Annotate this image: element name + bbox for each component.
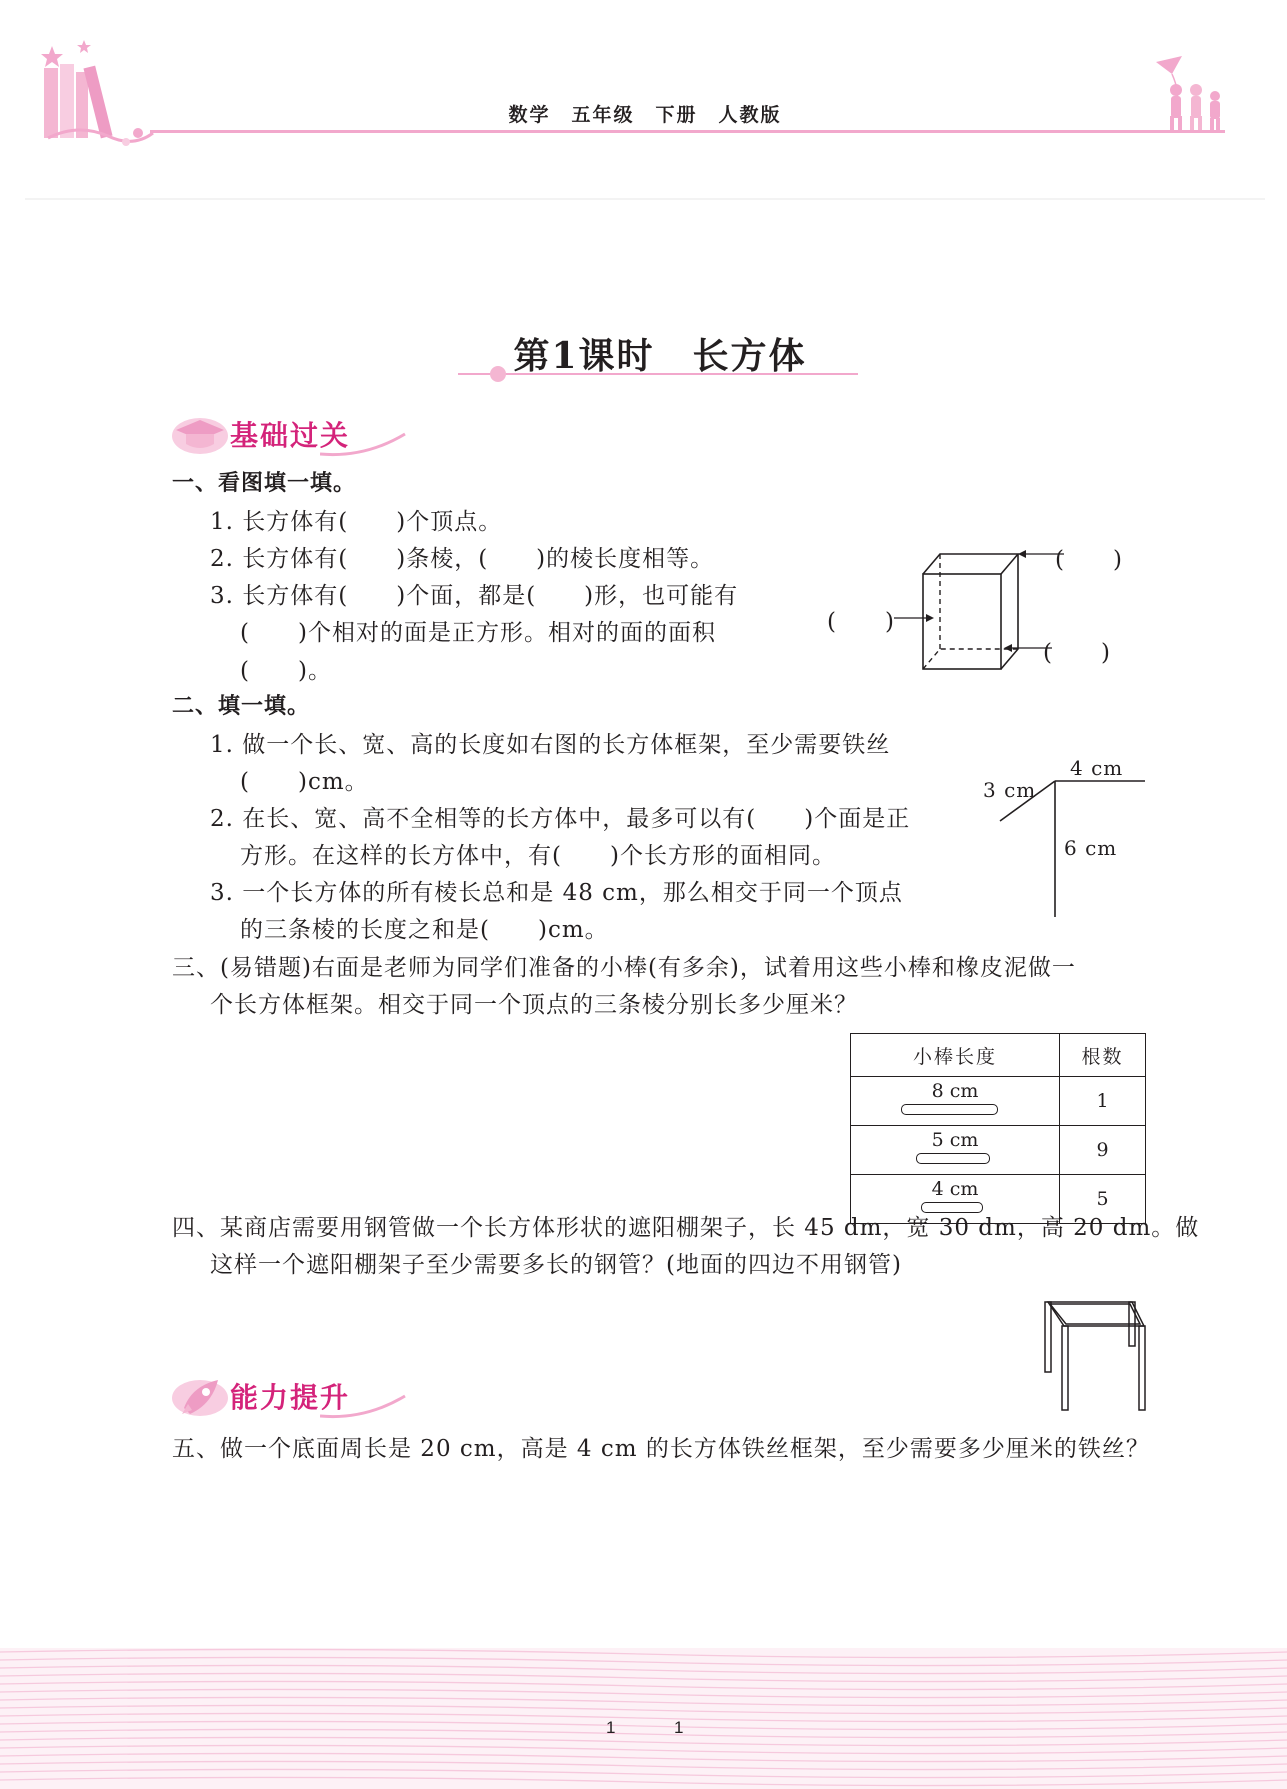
table-row [851,1126,1146,1175]
lesson-title: 第1课时 长方体 [513,335,807,377]
q3-line-1: 三、(易错题)右面是老师为同学们准备的小棒(有多余)，试着用这些小棒和橡皮泥做一 [172,955,1076,981]
header-title: 数学 五年级 下册 人教版 [508,104,782,126]
children-kite-icon [1150,52,1230,132]
q2-line-2: ( )cm。 [240,769,369,795]
edge-length-label: 4 cm [1070,756,1124,780]
section-basic-header [170,412,400,452]
header-book-decoration [38,38,158,153]
stick-length-label: 5 cm [931,1129,979,1151]
sticks-table [850,1033,1146,1224]
stick-count-cell: 5 [1060,1175,1146,1224]
q2-line-5: 3. 一个长方体的所有棱长总和是 48 cm，那么相交于同一个顶点 [210,880,903,906]
stick-rod-icon [901,1104,998,1115]
edge-height-label: 6 cm [1064,836,1118,860]
section-advanced-header [170,1374,400,1414]
q2-line-6: 的三条棱的长度之和是( )cm。 [240,917,609,943]
section-swoosh [320,432,410,458]
title-underline [458,364,858,384]
stick-rod-icon [916,1153,990,1164]
sticks-col-count: 根数 [1060,1034,1146,1077]
graduation-cap-icon [170,412,230,456]
q5-line-1: 五、做一个底面周长是 20 cm，高是 4 cm 的长方体铁丝框架，至少需要多少厘米的铁丝？ [172,1436,1150,1462]
header-rule [150,130,1225,133]
section-swoosh [320,1394,410,1420]
stick-length-label: 8 cm [931,1080,979,1102]
q2-line-3: 2. 在长、宽、高不全相等的长方体中，最多可以有( )个面是正 [210,806,911,832]
q1-line-2: 2. 长方体有( )条棱，( )的棱长度相等。 [210,546,715,572]
cuboid-blank-left: ( ) [827,609,895,635]
q4-line-2: 这样一个遮阳棚架子至少需要多长的钢管？(地面的四边不用钢管) [210,1252,902,1278]
q4-line-1: 四、某商店需要用钢管做一个长方体形状的遮阳棚架子，长 45 dm，宽 30 dm，高 20 dm。做 [172,1215,1200,1241]
q2-line-4: 方形。在这样的长方体中，有( )个长方形的面相同。 [240,843,836,869]
q1-line-5: ( )。 [240,658,332,684]
table-row [851,1077,1146,1126]
stick-length-label: 4 cm [931,1178,979,1200]
sticks-col-length: 小棒长度 [851,1034,1060,1077]
header-shadow [25,198,1265,200]
page-number-right: 1 [674,1718,684,1737]
page-number-left: 1 [606,1718,616,1737]
footer-wave-band [0,1648,1287,1789]
shade-frame-figure [1040,1298,1150,1413]
stick-count-cell: 9 [1060,1126,1146,1175]
q2-title: 二、填一填。 [172,693,311,719]
q1-title: 一、看图填一填。 [172,470,357,496]
sticks-table-header [851,1034,1146,1077]
q1-line-3: 3. 长方体有( )个面，都是( )形，也可能有 [210,583,739,609]
edge-width-label: 3 cm [983,778,1037,802]
stick-count-cell: 1 [1060,1077,1146,1126]
section-advanced-label: 能力提升 [230,1381,351,1414]
q2-line-1: 1. 做一个长、宽、高的长度如右图的长方体框架，至少需要铁丝 [210,732,891,758]
q3-line-2: 个长方体框架。相交于同一个顶点的三条棱分别长多少厘米？ [210,992,858,1018]
cuboid-blank-top: ( ) [1055,547,1123,573]
stick-length-cell [851,1077,1060,1126]
q1-line-4: ( )个相对的面是正方形。相对的面的面积 [240,620,716,646]
q1-line-1: 1. 长方体有( )个顶点。 [210,509,503,535]
stick-length-cell [851,1126,1060,1175]
section-basic-label: 基础过关 [230,419,351,452]
cuboid-blank-bottom: ( ) [1043,640,1111,666]
rocket-icon [170,1374,230,1418]
